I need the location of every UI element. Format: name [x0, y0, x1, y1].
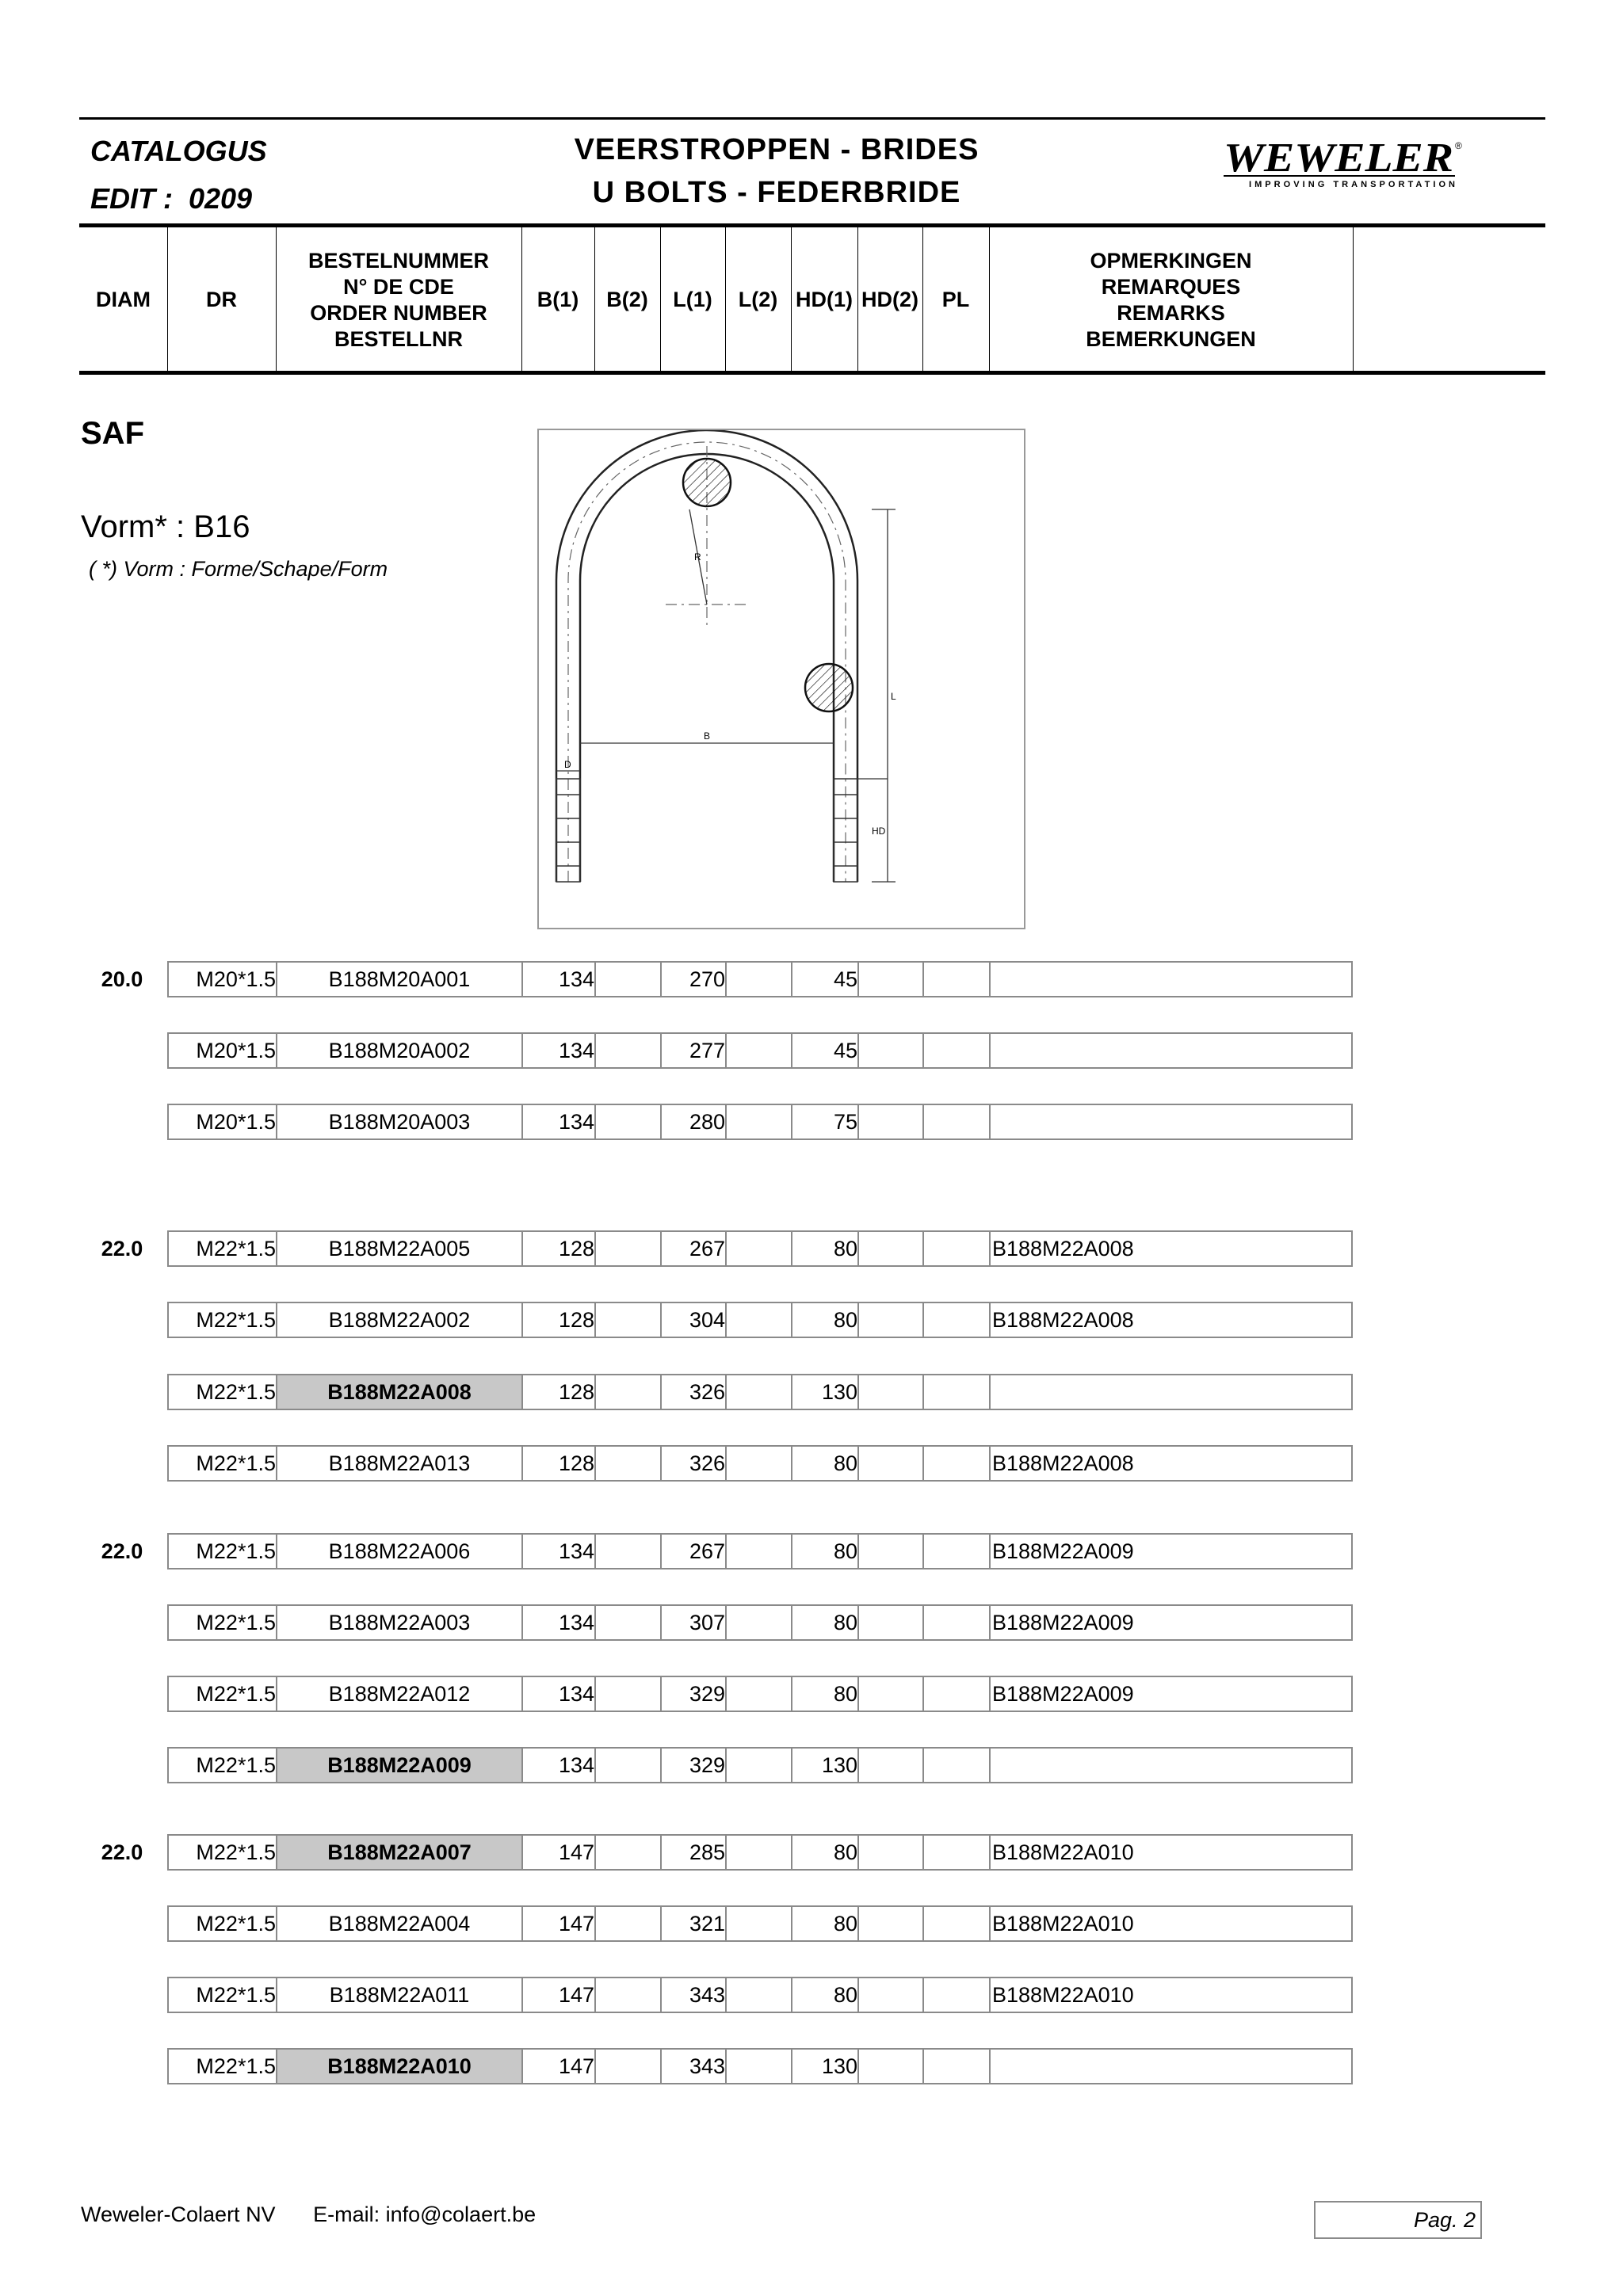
cell-order: B188M22A009 — [277, 1749, 523, 1782]
cell-remarks — [991, 963, 1354, 996]
cell-l2 — [727, 1907, 792, 1940]
cell-l1: 326 — [662, 1375, 727, 1409]
cell-hd2 — [859, 1232, 924, 1265]
cell-hd1: 75 — [792, 1105, 859, 1138]
cell-order: B188M20A002 — [277, 1034, 523, 1067]
cell-b2 — [596, 1105, 662, 1138]
column-separator — [1353, 227, 1354, 372]
cell-l1: 304 — [662, 1303, 727, 1337]
cell-hd1: 80 — [792, 1677, 859, 1711]
cell-l1: 321 — [662, 1907, 727, 1940]
column-header-line: OPMERKINGEN — [1090, 248, 1252, 273]
diameter-label: D — [564, 759, 571, 770]
cell-l1: 326 — [662, 1447, 727, 1480]
cell-order: B188M22A002 — [277, 1303, 523, 1337]
column-header-line: REMARKS — [1117, 300, 1225, 325]
diam-group-label: 22.0 — [101, 1539, 143, 1563]
column-header-line: BEMERKUNGEN — [1086, 326, 1256, 351]
cell-l1: 343 — [662, 1978, 727, 2012]
cell-b2 — [596, 1447, 662, 1480]
cell-pl — [924, 963, 991, 996]
brand-title: SAF — [81, 416, 144, 451]
width-label: B — [704, 730, 711, 742]
column-header-line: L(1) — [673, 288, 712, 311]
cell-l1: 329 — [662, 1749, 727, 1782]
column-header-line: ORDER NUMBER — [310, 300, 487, 325]
cell-b2 — [596, 1606, 662, 1639]
table-row — [167, 1302, 1353, 1338]
cell-order: B188M20A001 — [277, 963, 523, 996]
column-header-line: BESTELNUMMER — [308, 248, 489, 273]
logo-wordmark: WEWELER — [1224, 136, 1453, 181]
cell-dr: M20*1.5 — [169, 1034, 277, 1067]
table-row — [167, 1834, 1353, 1871]
table-row — [167, 1230, 1353, 1267]
shape-title: Vorm* : B16 — [81, 509, 250, 544]
cell-hd2 — [859, 1375, 924, 1409]
cell-hd2 — [859, 1677, 924, 1711]
cell-b1: 147 — [523, 1978, 596, 2012]
cell-pl — [924, 1836, 991, 1869]
cell-b1: 128 — [523, 1303, 596, 1337]
cell-hd2 — [859, 1447, 924, 1480]
cell-remarks: B188M22A009 — [992, 1682, 1134, 1706]
cell-hd1: 80 — [792, 1907, 859, 1940]
cell-dr: M22*1.5 — [169, 1375, 277, 1409]
cell-dr: M20*1.5 — [169, 1105, 277, 1138]
cell-remarks: B188M22A008 — [992, 1237, 1134, 1261]
cell-pl — [924, 1677, 991, 1711]
cell-l1: 270 — [662, 963, 727, 996]
cell-l2 — [727, 1303, 792, 1337]
cell-order: B188M22A007 — [277, 1836, 523, 1869]
table-row — [167, 1905, 1353, 1942]
cell-order: B188M22A010 — [277, 2050, 523, 2083]
table-row — [167, 1977, 1353, 2013]
cell-hd1: 130 — [792, 1749, 859, 1782]
column-header-line: B(1) — [537, 288, 579, 311]
cell-remarks — [991, 1749, 1354, 1782]
cell-hd2 — [859, 2050, 924, 2083]
cell-hd2 — [859, 1978, 924, 2012]
cell-dr: M22*1.5 — [169, 1749, 277, 1782]
cell-pl — [924, 1232, 991, 1265]
cell-order: B188M22A005 — [277, 1232, 523, 1265]
cell-b2 — [596, 1749, 662, 1782]
cell-pl — [924, 1907, 991, 1940]
column-header-line: HD(1) — [796, 288, 853, 311]
column-header-line: BESTELLNR — [334, 326, 463, 351]
cell-pl — [924, 1034, 991, 1067]
cell-hd1: 80 — [792, 1232, 859, 1265]
cell-hd1: 80 — [792, 1606, 859, 1639]
cell-hd2 — [859, 1034, 924, 1067]
cell-hd1: 80 — [792, 1447, 859, 1480]
footer — [81, 2203, 536, 2227]
cell-b1: 147 — [523, 1907, 596, 1940]
radius-label: R — [694, 551, 701, 563]
cell-l1: 280 — [662, 1105, 727, 1138]
weweler-logo — [1220, 136, 1466, 192]
cell-hd1: 80 — [792, 1303, 859, 1337]
cell-b1: 134 — [523, 1105, 596, 1138]
length-label: L — [891, 691, 896, 702]
column-header-line: L(2) — [738, 288, 778, 311]
cell-pl — [924, 1535, 991, 1568]
cell-remarks — [991, 1034, 1354, 1067]
cell-order: B188M22A011 — [277, 1978, 523, 2012]
cell-remarks — [991, 1105, 1354, 1138]
column-header-hd1 — [791, 227, 857, 372]
cell-b1: 128 — [523, 1232, 596, 1265]
cell-dr: M22*1.5 — [169, 1447, 277, 1480]
cell-hd1: 80 — [792, 1978, 859, 2012]
cell-l1: 307 — [662, 1606, 727, 1639]
cell-pl — [924, 1303, 991, 1337]
table-row — [167, 1445, 1353, 1482]
cell-l2 — [727, 1034, 792, 1067]
column-header-line: HD(2) — [861, 288, 918, 311]
column-header-b2 — [594, 227, 660, 372]
column-header-line: PL — [941, 288, 970, 311]
table-row — [167, 1533, 1353, 1569]
catalogus-label: CATALOGUS — [90, 135, 267, 167]
cell-remarks: B188M22A010 — [992, 1840, 1134, 1864]
cell-hd1: 45 — [792, 963, 859, 996]
cell-hd2 — [859, 1606, 924, 1639]
cell-remarks: B188M22A008 — [992, 1451, 1134, 1475]
table-row — [167, 961, 1353, 997]
diam-group-label: 22.0 — [101, 1237, 143, 1261]
column-header-line: DIAM — [96, 288, 151, 311]
cell-b1: 134 — [523, 1606, 596, 1639]
cell-dr: M22*1.5 — [169, 1677, 277, 1711]
table-row — [167, 1104, 1353, 1140]
cell-remarks: B188M22A009 — [992, 1539, 1134, 1563]
cell-b1: 134 — [523, 1034, 596, 1067]
table-row — [167, 1747, 1353, 1783]
table-row — [167, 1676, 1353, 1712]
cell-dr: M22*1.5 — [169, 1535, 277, 1568]
cell-hd2 — [859, 1105, 924, 1138]
cell-remarks: B188M22A010 — [992, 1983, 1134, 2007]
column-header-dr — [167, 227, 276, 372]
cell-b2 — [596, 1535, 662, 1568]
thread-length-label: HD — [872, 826, 886, 837]
cell-pl — [924, 1375, 991, 1409]
cell-hd1: 130 — [792, 1375, 859, 1409]
cell-order: B188M22A003 — [277, 1606, 523, 1639]
cell-hd1: 80 — [792, 1836, 859, 1869]
cell-order: B188M22A012 — [277, 1677, 523, 1711]
column-header-order — [276, 227, 521, 372]
cell-pl — [924, 2050, 991, 2083]
edit-label: EDIT : 0209 — [90, 182, 253, 215]
column-header-pl — [922, 227, 989, 372]
page-number: Pag. 2 — [1314, 2201, 1482, 2239]
cell-order: B188M22A013 — [277, 1447, 523, 1480]
header-bottom-rule — [79, 371, 1545, 375]
cell-hd2 — [859, 1836, 924, 1869]
table-row — [167, 2048, 1353, 2084]
cell-hd2 — [859, 1303, 924, 1337]
cell-hd1: 45 — [792, 1034, 859, 1067]
cell-order: B188M22A006 — [277, 1535, 523, 1568]
cell-l2 — [727, 1447, 792, 1480]
cell-dr: M22*1.5 — [169, 1303, 277, 1337]
column-header-b1 — [521, 227, 594, 372]
cell-b1: 134 — [523, 1535, 596, 1568]
cell-dr: M22*1.5 — [169, 1606, 277, 1639]
cell-l1: 329 — [662, 1677, 727, 1711]
cell-b2 — [596, 963, 662, 996]
cell-l1: 267 — [662, 1232, 727, 1265]
cell-l2 — [727, 963, 792, 996]
cell-b1: 128 — [523, 1375, 596, 1409]
header-top-rule — [79, 117, 1545, 120]
column-header-line: N° DE CDE — [343, 274, 454, 299]
cell-b2 — [596, 1677, 662, 1711]
column-header-l1 — [660, 227, 725, 372]
column-header-l2 — [725, 227, 791, 372]
cell-b2 — [596, 1836, 662, 1869]
cell-b2 — [596, 1375, 662, 1409]
cell-pl — [924, 1749, 991, 1782]
cell-l2 — [727, 1677, 792, 1711]
column-header-line: REMARQUES — [1101, 274, 1241, 299]
cell-b2 — [596, 1978, 662, 2012]
cell-b1: 147 — [523, 1836, 596, 1869]
cell-l2 — [727, 1535, 792, 1568]
cell-l2 — [727, 1836, 792, 1869]
cell-hd1: 80 — [792, 1535, 859, 1568]
cell-remarks — [991, 2050, 1354, 2083]
cell-b2 — [596, 1303, 662, 1337]
cell-b1: 134 — [523, 1677, 596, 1711]
footer-company: Weweler-Colaert NV — [81, 2203, 276, 2226]
cell-l2 — [727, 1606, 792, 1639]
column-header-diam — [79, 227, 167, 372]
cell-l2 — [727, 1232, 792, 1265]
column-header-hd2 — [857, 227, 922, 372]
cell-b1: 134 — [523, 1749, 596, 1782]
shape-note: ( *) Vorm : Forme/Schape/Form — [89, 557, 388, 581]
cell-hd2 — [859, 1535, 924, 1568]
cell-hd2 — [859, 1907, 924, 1940]
cell-pl — [924, 1978, 991, 2012]
cell-order: B188M22A004 — [277, 1907, 523, 1940]
title-line-1: VEERSTROPPEN - BRIDES — [574, 133, 980, 166]
cell-pl — [924, 1105, 991, 1138]
cell-l1: 343 — [662, 2050, 727, 2083]
cell-order: B188M20A003 — [277, 1105, 523, 1138]
cell-remarks: B188M22A008 — [992, 1308, 1134, 1332]
cell-hd2 — [859, 1749, 924, 1782]
cell-l2 — [727, 2050, 792, 2083]
cell-b2 — [596, 1034, 662, 1067]
cell-b2 — [596, 1907, 662, 1940]
cell-l2 — [727, 1105, 792, 1138]
cell-dr: M22*1.5 — [169, 1836, 277, 1869]
diam-group-label: 20.0 — [101, 967, 143, 991]
column-header-line: DR — [206, 288, 237, 311]
cell-hd2 — [859, 963, 924, 996]
cell-dr: M22*1.5 — [169, 1232, 277, 1265]
cell-b2 — [596, 2050, 662, 2083]
cell-b1: 128 — [523, 1447, 596, 1480]
diam-group-label: 22.0 — [101, 1840, 143, 1864]
table-row — [167, 1604, 1353, 1641]
cell-l2 — [727, 1749, 792, 1782]
cell-dr: M22*1.5 — [169, 2050, 277, 2083]
logo-tagline: IMPROVING TRANSPORTATION — [1249, 180, 1455, 189]
cell-pl — [924, 1606, 991, 1639]
table-row — [167, 1374, 1353, 1410]
column-header-remarks — [989, 227, 1353, 372]
cell-order: B188M22A008 — [277, 1375, 523, 1409]
cell-l1: 267 — [662, 1535, 727, 1568]
u-bolt-drawing — [537, 429, 1025, 929]
cell-b1: 134 — [523, 963, 596, 996]
cell-b1: 147 — [523, 2050, 596, 2083]
cell-remarks: B188M22A009 — [992, 1611, 1134, 1634]
logo-registered: ® — [1455, 140, 1462, 151]
cell-dr: M20*1.5 — [169, 963, 277, 996]
title-line-2: U BOLTS - FEDERBRIDE — [592, 176, 961, 209]
cell-hd1: 130 — [792, 2050, 859, 2083]
cell-dr: M22*1.5 — [169, 1907, 277, 1940]
cell-l1: 277 — [662, 1034, 727, 1067]
cell-remarks — [991, 1375, 1354, 1409]
cell-pl — [924, 1447, 991, 1480]
cell-remarks: B188M22A010 — [992, 1912, 1134, 1936]
cell-l2 — [727, 1375, 792, 1409]
cell-dr: M22*1.5 — [169, 1978, 277, 2012]
cell-l2 — [727, 1978, 792, 2012]
cell-b2 — [596, 1232, 662, 1265]
column-header-line: B(2) — [606, 288, 648, 311]
table-row — [167, 1032, 1353, 1069]
cell-l1: 285 — [662, 1836, 727, 1869]
footer-email: E-mail: info@colaert.be — [313, 2203, 537, 2226]
